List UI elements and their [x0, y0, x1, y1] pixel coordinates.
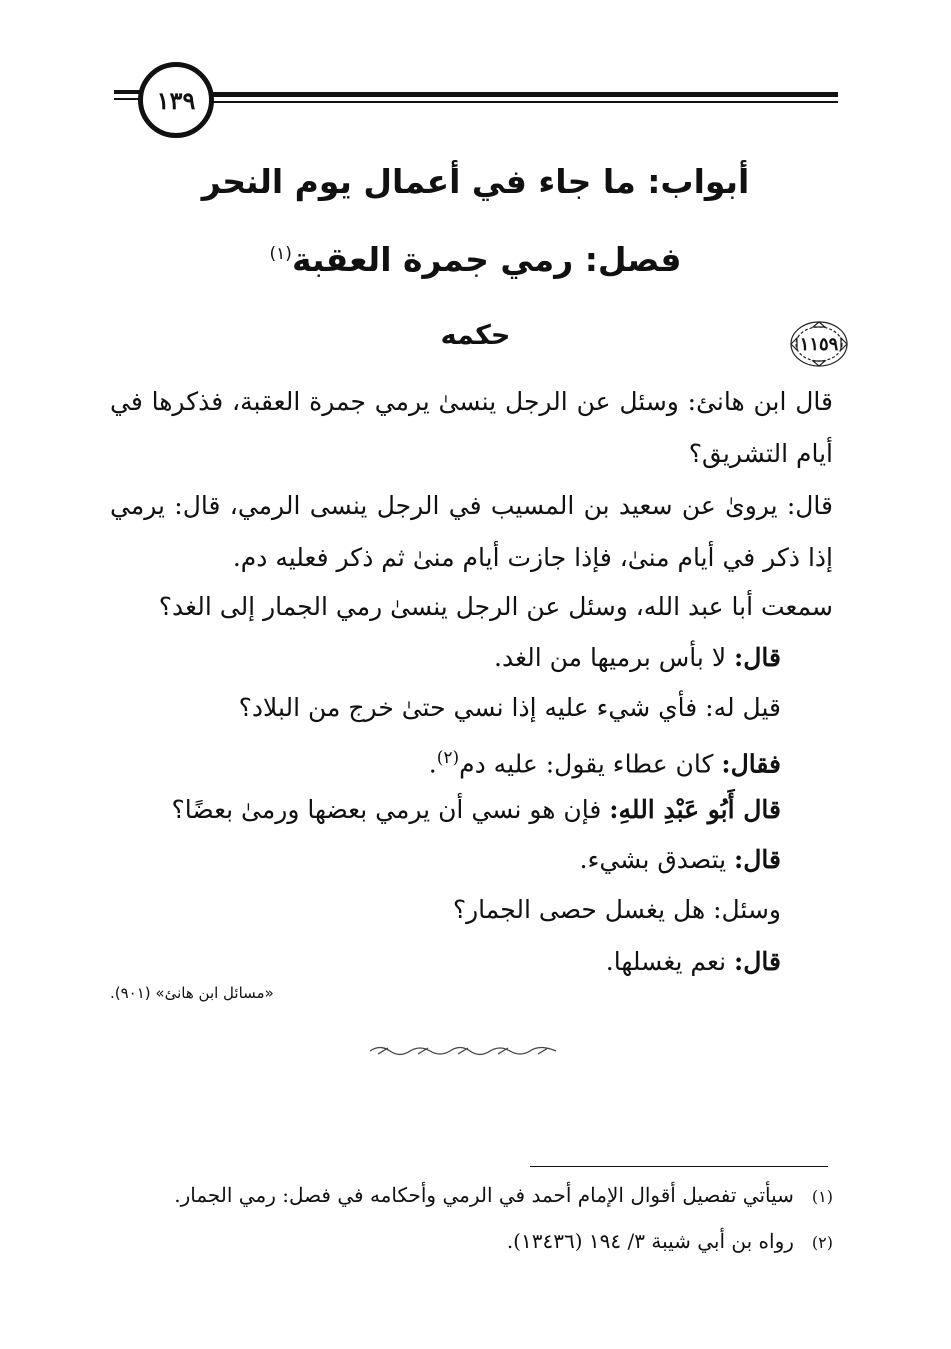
speaker-label: قال:: [734, 845, 781, 874]
body-text: فإن هو نسي أن يرمي بعضها ورمىٰ بعضًا؟: [171, 795, 610, 824]
speaker-label: قال:: [734, 947, 781, 976]
footnote-rule: [530, 1166, 828, 1167]
body-text-end: .: [428, 749, 437, 779]
body-text: نعم يغسلها.: [605, 947, 735, 976]
footnote-number: (٢): [811, 1233, 833, 1252]
footnote-number: (١): [811, 1187, 833, 1206]
header-rule-main-thin: [208, 101, 838, 103]
body-line: وسئل: هل يغسل حصى الجمار؟: [452, 895, 781, 924]
body-line: [110, 942, 781, 982]
body-line: [110, 840, 781, 880]
body-line: سمعت أبا عبد الله، وسئل عن الرجل ينسىٰ رمي الجمار إلى الغد؟: [158, 592, 833, 621]
speaker-label: فقال:: [721, 749, 781, 779]
body-line: قال: يروىٰ عن سعيد بن المسيب في الرجل ينسى الرمي، قال: يرمي: [110, 491, 833, 520]
footnote-text: سيأتي تفصيل أقوال الإمام أحمد في الرمي وأحكامه في فصل: رمي الجمار.: [174, 1183, 794, 1207]
body-line: [110, 638, 781, 678]
section-title: [120, 240, 831, 279]
speaker-label: قال أَبُو عَبْدِ اللهِ:: [609, 795, 781, 824]
body-line: أيام التشريق؟: [688, 439, 833, 468]
footnote-1: [110, 1180, 833, 1212]
body-text: يتصدق بشيء.: [579, 845, 735, 874]
footnote-2: [110, 1226, 833, 1258]
body-line: [110, 790, 781, 830]
section-title-text: فصل: رمي جمرة العقبة: [291, 240, 682, 279]
page-number: ١٣٩: [138, 62, 214, 138]
speaker-label: قال:: [734, 643, 781, 672]
chapter-title: [120, 162, 831, 201]
body-line: إذا ذكر في أيام منىٰ، فإذا جازت أيام منىٰ ثم ذكر فعليه دم.: [232, 543, 833, 572]
source-citation: «مسائل ابن هانئ» (٩٠١).: [110, 984, 274, 1002]
entry-number: ١١٥٩: [799, 333, 839, 355]
body-text: لا بأس برميها من الغد.: [494, 643, 735, 672]
body-line: قال ابن هانئ: وسئل عن الرجل ينسىٰ يرمي جمرة العقبة، فذكرها في: [110, 387, 833, 416]
chapter-title-text: أبواب: ما جاء في أعمال يوم النحر: [201, 162, 750, 201]
entry-number-badge: [788, 318, 850, 370]
footnote-ref-1: (١): [269, 244, 292, 264]
body-line: [110, 738, 781, 784]
footnote-ref-2: (٢): [436, 748, 460, 768]
header-rule-main: [208, 92, 838, 97]
body-text: كان عطاء يقول: عليه دم: [459, 749, 722, 779]
footnote-text: رواه بن أبي شيبة ٣/ ١٩٤ (١٣٤٣٦).: [506, 1229, 794, 1253]
section-heading: حكمه: [440, 320, 511, 351]
body-line: قيل له: فأي شيء عليه إذا نسي حتىٰ خرج من البلاد؟: [238, 693, 781, 722]
ornament-divider-icon: [368, 1043, 558, 1059]
